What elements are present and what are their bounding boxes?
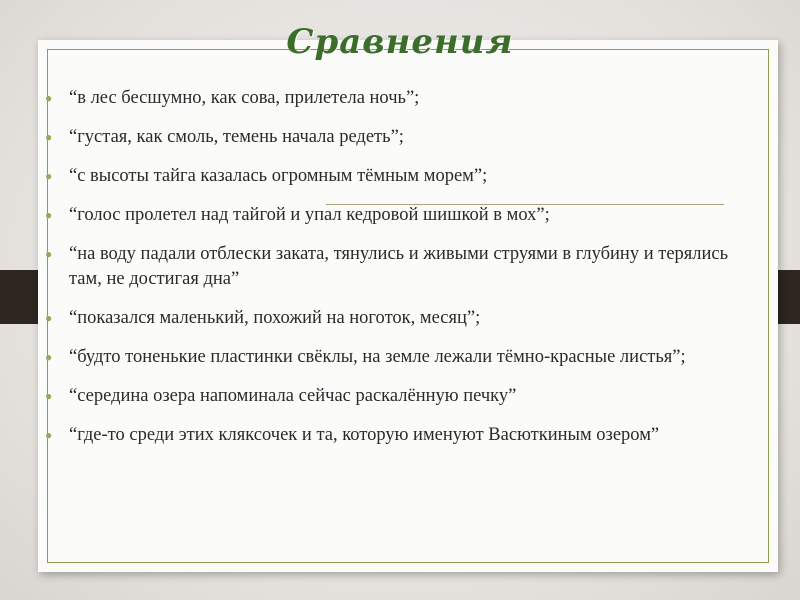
list-item bbox=[43, 125, 733, 150]
bullet-icon: ● bbox=[45, 311, 53, 325]
bullet-icon: ● bbox=[45, 247, 53, 261]
bullet-icon: ● bbox=[45, 350, 53, 364]
list-item-text: “будто тоненькие пластинки свёклы, на земле лежали тёмно-красные листья”; bbox=[69, 347, 686, 367]
bullet-icon: ● bbox=[45, 389, 53, 403]
list-item bbox=[43, 345, 733, 370]
bullet-icon: ● bbox=[45, 169, 53, 183]
list-item-text: “показался маленький, похожий на ноготок, месяц”; bbox=[69, 308, 481, 328]
list-item bbox=[43, 384, 733, 409]
list-item-text: “в лес бесшумно, как сова, прилетела ночь”; bbox=[69, 88, 420, 108]
list-item-text: “голос пролетел над тайгой и упал кедровой шишкой в мох”; bbox=[69, 205, 550, 225]
bullet-icon: ● bbox=[45, 130, 53, 144]
list-item bbox=[43, 242, 733, 292]
list-item bbox=[43, 203, 733, 228]
list-item bbox=[43, 86, 733, 111]
list-item bbox=[43, 423, 733, 448]
list-item bbox=[43, 164, 733, 189]
comparison-list bbox=[43, 86, 733, 462]
bullet-icon: ● bbox=[45, 428, 53, 442]
list-item-text: “с высоты тайга казалась огромным тёмным морем”; bbox=[69, 166, 488, 186]
list-item-text: “на воду падали отблески заката, тянулись и живыми струями в глубину и терялись там, не достигая дна” bbox=[69, 244, 729, 289]
slide-title: Сравнения bbox=[286, 22, 514, 62]
list-item-text: “густая, как смоль, темень начала редеть”; bbox=[69, 127, 404, 147]
list-item bbox=[43, 306, 733, 331]
list-item-text: “середина озера напоминала сейчас раскалённую печку” bbox=[69, 386, 517, 406]
list-item-text: “где-то среди этих кляксочек и та, которую именуют Васюткиным озером” bbox=[69, 425, 660, 445]
bullet-icon: ● bbox=[45, 91, 53, 105]
bullet-icon: ● bbox=[45, 208, 53, 222]
